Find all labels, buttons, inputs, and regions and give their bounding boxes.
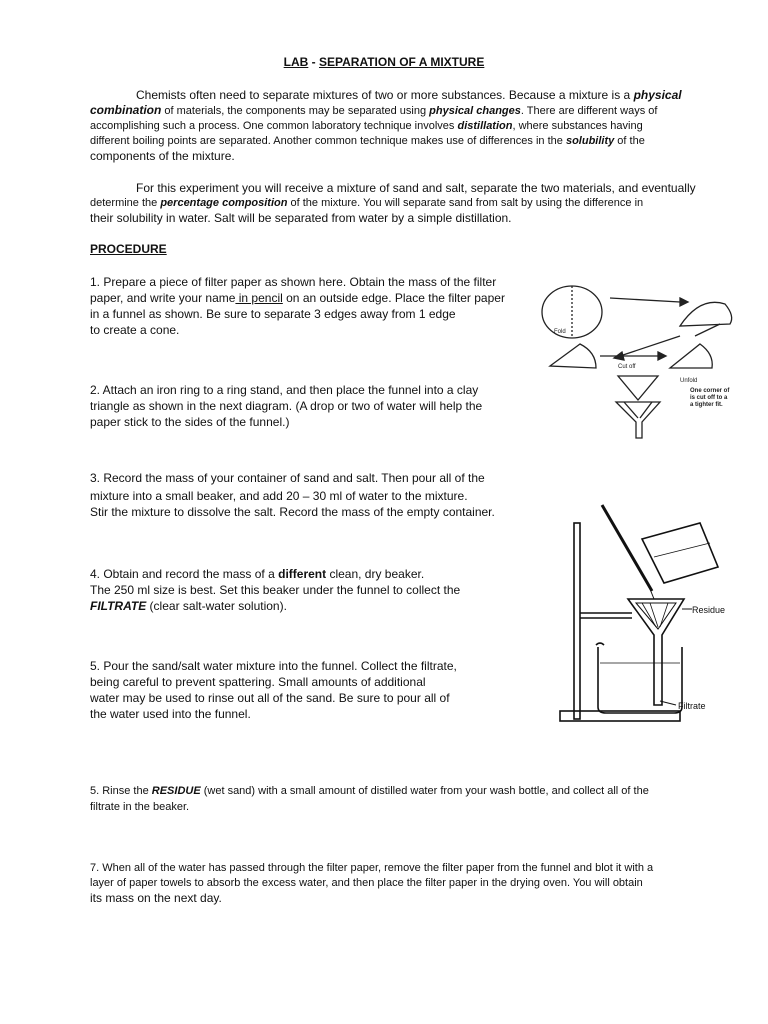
text: its mass on the next day. (90, 891, 222, 905)
text: 1. Prepare a piece of filter paper as shown here. Obtain the mass of the filter (90, 275, 497, 289)
text: . There are different ways of (520, 105, 658, 117)
text: water may be used to rinse out all of the sand. Be sure to pour all of (90, 691, 450, 705)
residue-label: Residue (692, 605, 726, 615)
stirring-rod (602, 505, 652, 591)
intro-paragraph-2 (90, 181, 710, 226)
bold-term: different (278, 567, 327, 581)
pouring-beaker (642, 523, 718, 583)
text: filtrate in the beaker. (90, 801, 190, 813)
text: (clear salt-water solution). (146, 599, 287, 613)
text: 3. Record the mass of your container of sand and salt. Then pour all of the (90, 471, 485, 485)
bold-term: FILTRATE (90, 599, 147, 613)
note-line-1: One corner of (690, 388, 730, 394)
text: 5. Rinse the (90, 785, 152, 797)
text: of the mixture. You will separate sand from salt by using the difference in (287, 197, 644, 209)
step-7 (90, 861, 710, 906)
funnel (616, 402, 660, 438)
text: components of the mixture. (90, 149, 235, 163)
cut-off-label: Cut off (618, 364, 636, 370)
title-name: SEPARATION OF A MIXTURE (319, 55, 485, 69)
filter-paper-folding-diagram (530, 276, 750, 446)
bold-term: percentage composition (160, 197, 288, 209)
procedure-header: PROCEDURE (90, 242, 167, 256)
step-2 (90, 382, 520, 430)
text: , where substances having (512, 120, 643, 132)
ring-stand-rod (574, 523, 580, 719)
text: 2. Attach an iron ring to a ring stand, and then place the funnel into a clay (90, 383, 479, 397)
text: Stir the mixture to dissolve the salt. Record the mass of the empty container. (90, 505, 495, 519)
quarter-fold-left (550, 344, 596, 368)
text: The 250 ml size is best. Set this beaker under the funnel to collect the (90, 583, 461, 597)
note-line-2: is cut off to a (690, 395, 728, 401)
text: on an outside edge. Place the filter paper (282, 291, 505, 305)
intro-paragraph-1 (90, 88, 700, 164)
text: Chemists often need to separate mixtures of two or more substances. Because a mixture is a (136, 88, 634, 102)
filtration-apparatus-diagram (550, 495, 750, 730)
text: 7. When all of the water has passed through the filter paper, remove the filter paper from the funnel and blot it with a (90, 862, 654, 874)
bold-term: combination (90, 103, 162, 117)
text: of materials, the components may be separated using (161, 105, 430, 117)
step-5 (90, 658, 520, 722)
text: 4. Obtain and record the mass of a (90, 567, 279, 581)
apparatus-funnel (628, 599, 684, 705)
step-3 (90, 470, 520, 520)
text: to create a cone. (90, 323, 180, 337)
step-1 (90, 274, 520, 338)
text: in a funnel as shown. Be sure to separate 3 edges away from 1 edge (90, 307, 456, 321)
text: the water used into the funnel. (90, 707, 251, 721)
text: (wet sand) with a small amount of distilled water from your wash bottle, and collect all of the (200, 785, 649, 797)
note-line-3: a tighter fit. (690, 402, 723, 408)
text: paper, and write your name (90, 291, 236, 305)
text: of the (614, 135, 645, 147)
title-lab: LAB (283, 55, 309, 69)
quarter-fold-right (670, 344, 712, 368)
bold-term: RESIDUE (151, 785, 201, 797)
step-4 (90, 566, 520, 614)
step-rinse (90, 783, 710, 815)
text: clean, dry beaker. (326, 567, 425, 581)
page-title (0, 55, 768, 69)
text: 5. Pour the sand/salt water mixture into the funnel. Collect the filtrate, (90, 659, 457, 673)
bold-term: physical changes (429, 105, 521, 117)
text: triangle as shown in the next diagram. (A drop or two of water will help the (90, 399, 483, 413)
text: mixture into a small beaker, and add 20 – 30 ml of water to the mixture. (90, 489, 468, 503)
bold-term: solubility (565, 135, 615, 147)
filtrate-label: Filtrate (678, 701, 706, 711)
text: layer of paper towels to absorb the excess water, and then place the filter paper in the drying oven. You will obtain (90, 877, 643, 889)
text: different boiling points are separated. Another common technique makes use of differences in the (90, 135, 566, 147)
bold-term: physical (633, 88, 682, 102)
folded-half (680, 302, 732, 326)
fold-label: Fold (554, 329, 566, 335)
unfold-label: Unfold (680, 378, 698, 384)
text: their solubility in water. Salt will be separated from water by a simple distillation. (90, 211, 512, 225)
paper-cone (618, 376, 658, 400)
text: being careful to prevent spattering. Small amounts of additional (90, 675, 426, 689)
text: accomplishing such a process. One common laboratory technique involves (90, 120, 458, 132)
text: For this experiment you will receive a mixture of sand and salt, separate the two materials, and eventually (136, 181, 696, 195)
bold-term: distillation (457, 120, 513, 132)
text: paper stick to the sides of the funnel.) (90, 415, 290, 429)
text: determine the (90, 197, 161, 209)
underlined-text: in pencil (235, 291, 283, 305)
title-separator: - (308, 55, 319, 69)
